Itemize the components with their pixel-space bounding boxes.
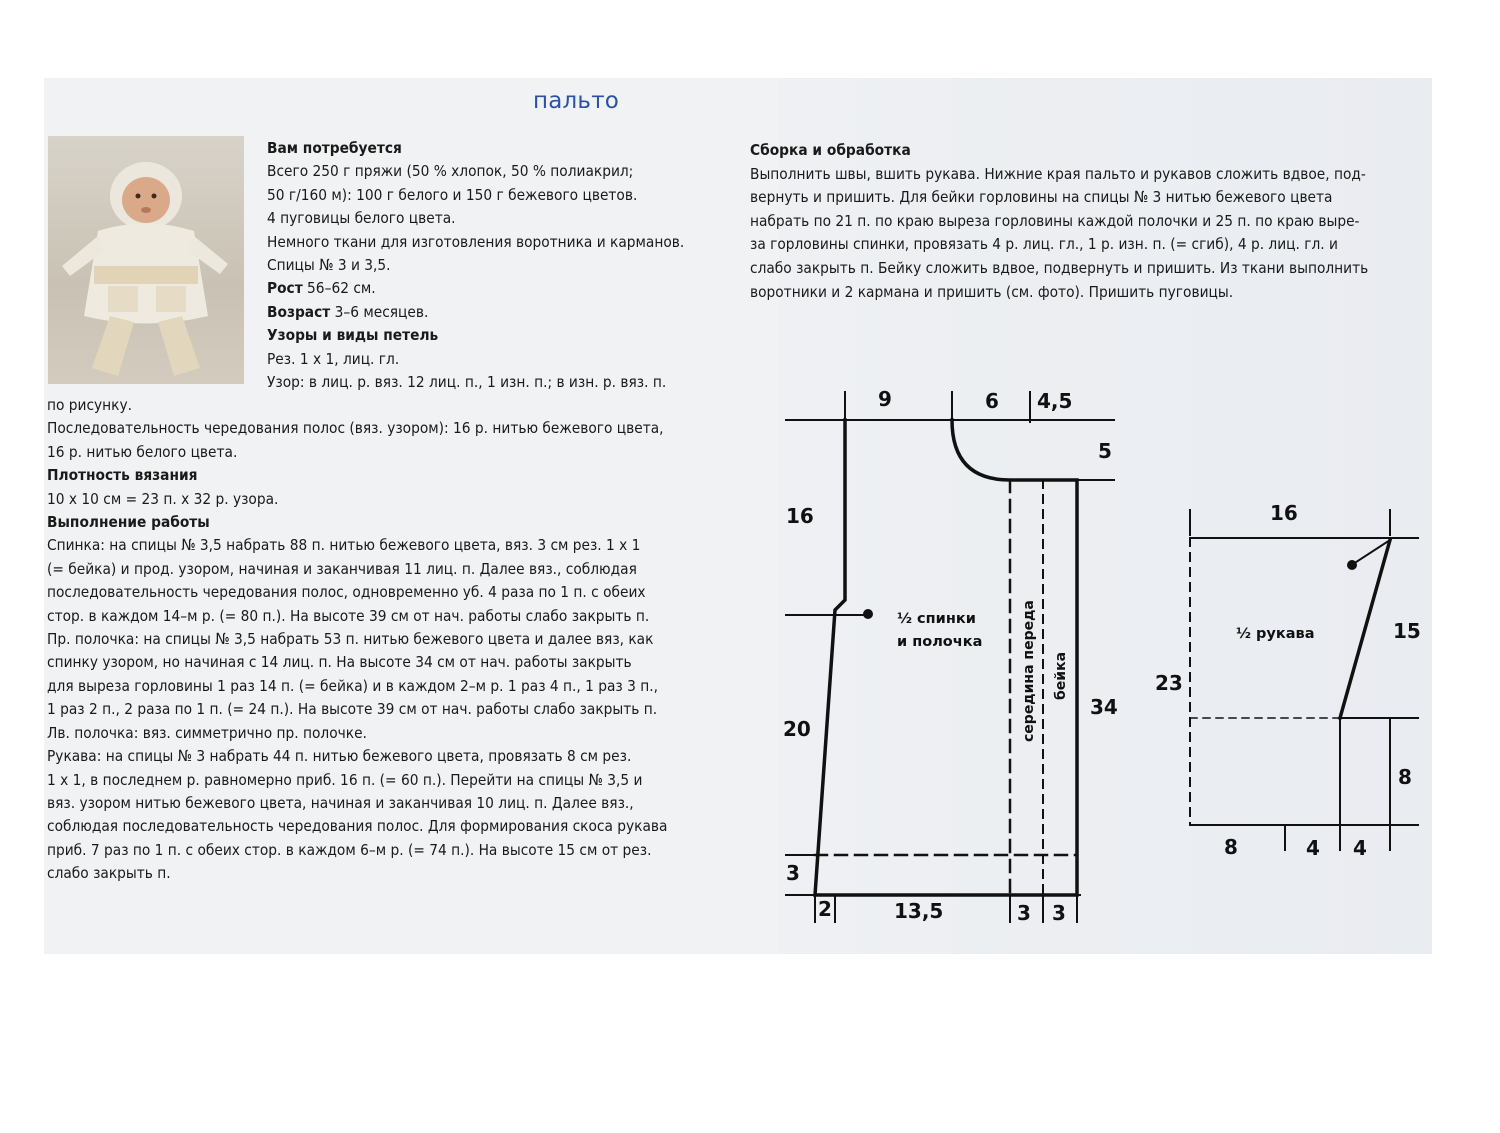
needs-line: 50 г/160 м): 100 г белого и 150 г бежевого цветов. (267, 185, 638, 204)
patterns-line: Узор: в лиц. р. вяз. 12 лиц. п., 1 изн. п.; в изн. р. вяз. п. (267, 373, 667, 392)
piece-label: ½ спинки (897, 611, 976, 627)
work-line: стор. в каждом 14–м р. (= 80 п.). На высоте 39 см от нач. работы слабо закрыть п. (47, 606, 650, 625)
work-line: 1 раз 2 п., 2 раза по 1 п. (= 24 п.). На высоте 39 см от нач. работы слабо закрыть п. (47, 700, 658, 719)
age-label: Возраст (267, 302, 331, 321)
sleeve-pattern-diagram (1190, 510, 1418, 850)
dim-label: 4 (1306, 836, 1320, 860)
density-heading: Плотность вязания (47, 466, 198, 485)
work-line: Лв. полочка: вяз. симметрично пр. полочке. (47, 723, 367, 742)
assembly-line: слабо закрыть п. Бейку сложить вдвое, подвернуть и пришить. Из ткани выполнить (750, 258, 1369, 277)
work-line: слабо закрыть п. (47, 864, 171, 883)
dim-label: 34 (1090, 695, 1118, 719)
stripes-line: 16 р. нитью белого цвета. (47, 442, 238, 461)
assembly-line: воротники и 2 кармана и пришить (см. фото). Пришить пуговицы. (750, 282, 1234, 301)
work-line: для выреза горловины 1 раз 14 п. (= бейка) и в каждом 2–м р. 1 раз 4 п., 1 раз 3 п., (47, 676, 658, 695)
work-line: приб. 7 раз по 1 п. с обеих стор. в каждом 6–м р. (= 74 п.). На высоте 15 см от рез. (47, 840, 652, 859)
patterns-heading: Узоры и виды петель (267, 326, 439, 345)
work-line: Рукава: на спицы № 3 набрать 44 п. нитью бежевого цвета, провязать 8 см рез. (47, 747, 632, 766)
dim-label: 23 (1155, 671, 1183, 695)
age-value: 3–6 месяцев. (330, 302, 429, 321)
assembly-line: Выполнить швы, вшить рукава. Нижние края пальто и рукавов сложить вдвое, под- (750, 164, 1366, 183)
marker-dot (863, 609, 873, 619)
assembly-line: за горловины спинки, провязать 4 р. лиц. гл., 1 р. изн. п. (= сгиб), 4 р. лиц. гл. и (750, 235, 1338, 254)
assembly-heading: Сборка и обработка (750, 141, 911, 159)
dim-label: 16 (786, 504, 814, 528)
needs-line: Спицы № 3 и 3,5. (267, 256, 391, 275)
center-front-label: середина переда (1021, 600, 1037, 742)
piece-label: ½ рукава (1236, 626, 1315, 642)
work-line: (= бейка) и прод. узором, начиная и заканчивая 11 лиц. п. Далее вяз., соблюдая (47, 559, 637, 578)
patterns-line: Рез. 1 х 1, лиц. гл. (267, 349, 400, 368)
marker-dot (1347, 560, 1357, 570)
dim-label: 4 (1353, 836, 1367, 860)
work-line: вяз. узором нитью бежевого цвета, начиная и заканчивая 10 лиц. п. Далее вяз., (47, 793, 634, 812)
work-line: Спинка: на спицы № 3,5 набрать 88 п. нитью бежевого цвета, вяз. 3 см рез. 1 х 1 (47, 536, 641, 555)
dim-label: 3 (1017, 901, 1031, 925)
work-line: Пр. полочка: на спицы № 3,5 набрать 53 п. нитью бежевого цвета и далее вяз, как (47, 630, 654, 649)
dim-label: 6 (985, 389, 999, 413)
dim-label: 8 (1224, 835, 1238, 859)
work-line: последовательность чередования полос, одновременно уб. 4 раза по 1 п. с обеих (47, 583, 646, 602)
dim-label: 5 (1098, 439, 1112, 463)
work-line: 1 х 1, в последнем р. равномерно приб. 16 п. (= 60 п.). Перейти на спицы № 3,5 и (47, 770, 643, 789)
size-value: 56–62 см. (302, 279, 376, 298)
work-line: спинку узором, но начиная с 14 лиц. п. На высоте 34 см от нач. работы закрыть (47, 653, 632, 672)
body-outline (815, 420, 1077, 895)
dim-label: 8 (1398, 765, 1412, 789)
dim-label: 3 (1052, 901, 1066, 925)
density-value: 10 х 10 см = 23 п. х 32 р. узора. (47, 489, 279, 508)
page-title: пальто (533, 88, 620, 114)
work-heading: Выполнение работы (47, 513, 210, 532)
needs-line: Всего 250 г пряжи (50 % хлопок, 50 % полиакрил; (267, 162, 634, 181)
size-label: Рост (267, 279, 303, 298)
dim-label: 16 (1270, 501, 1298, 525)
stripes-line: Последовательность чередования полос (вяз. узором): 16 р. нитью бежевого цвета, (47, 419, 664, 438)
assembly-line: набрать по 21 п. по краю выреза горловины каждой полочки и 25 п. по краю выре- (750, 211, 1360, 230)
assembly-line: вернуть и пришить. Для бейки горловины на спицы № 3 нитью бежевого цвета (750, 188, 1333, 207)
piece-label: и полочка (897, 634, 983, 650)
dim-label: 9 (878, 387, 892, 411)
dim-label: 3 (786, 861, 800, 885)
dim-label: 13,5 (894, 899, 944, 923)
dim-label: 4,5 (1037, 389, 1073, 413)
patterns-line: по рисунку. (47, 396, 132, 414)
dim-label: 15 (1393, 619, 1421, 643)
needs-heading: Вам потребуется (267, 139, 402, 157)
dim-label: 2 (818, 897, 832, 921)
needs-line: 4 пуговицы белого цвета. (267, 209, 456, 228)
needs-line: Немного ткани для изготовления воротника и карманов. (267, 232, 685, 251)
work-line: соблюдая последовательность чередования полос. Для формирования скоса рукава (47, 817, 668, 836)
dim-label: 20 (783, 717, 811, 741)
placket-label: бейка (1053, 651, 1069, 700)
